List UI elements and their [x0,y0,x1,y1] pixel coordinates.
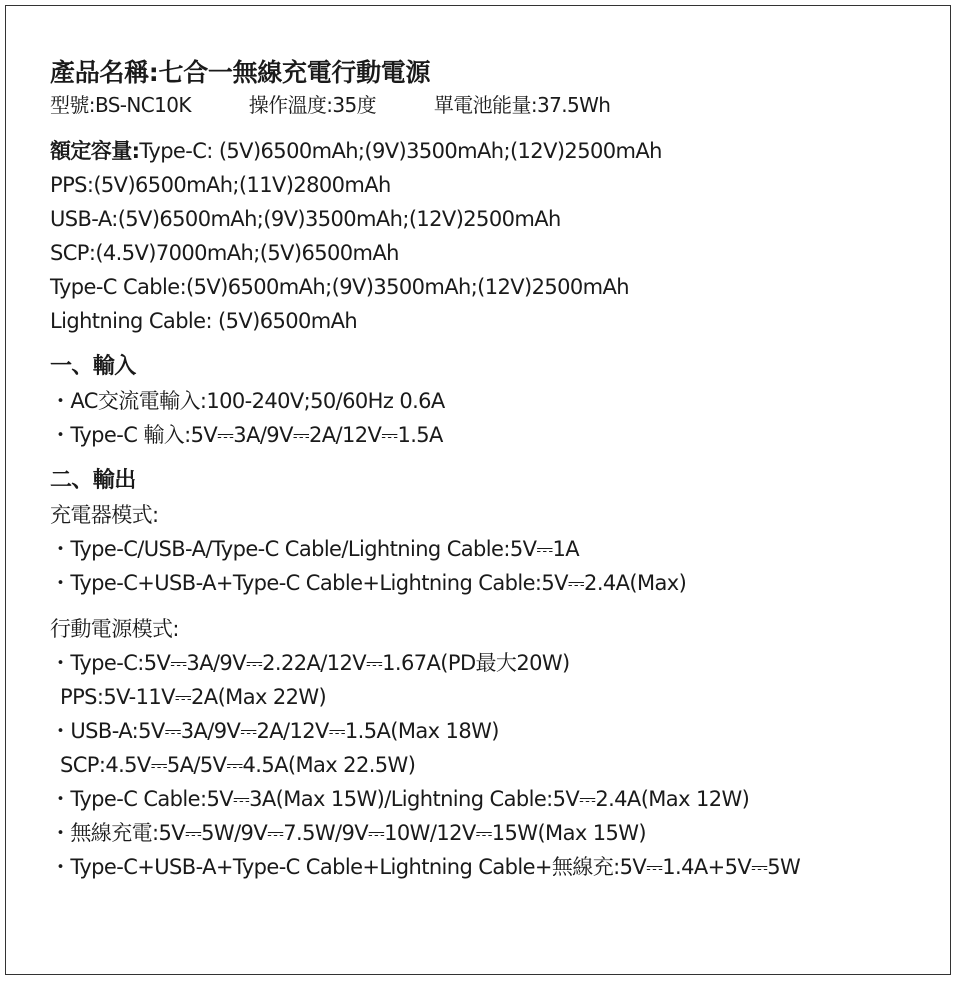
spec-sheet [50,56,937,884]
product-meta [50,90,937,120]
output-heading: 二、輸出 [50,468,136,493]
power-bank-wireless: ・無線充電:5V⎓5W/9V⎓7.5W/9V⎓10W/12V⎓15W(Max 15W) [50,821,647,845]
input-ac: ・AC交流電輸入:100-240V;50/60Hz 0.6A [50,389,445,413]
power-bank-type-c: ・Type-C:5V⎓3A/9V⎓2.22A/12V⎓1.67A(PD最大20W) [50,651,570,675]
power-bank-pps: PPS:5V-11V⎓2A(Max 22W) [60,685,327,709]
rated-capacity-type-c-value: Type-C: (5V)6500mAh;(9V)3500mAh;(12V)2500mAh [139,139,662,163]
rated-capacity-type-c [50,134,937,168]
power-bank-combined: ・Type-C+USB-A+Type-C Cable+Lightning Cable+無線充:5V⎓1.4A+5V⎓5W [50,855,801,879]
input-type-c: ・Type-C 輸入:5V⎓3A/9V⎓2A/12V⎓1.5A [50,423,443,447]
rated-capacity-pps: PPS:(5V)6500mAh;(11V)2800mAh [50,173,391,197]
charger-mode-combined: ・Type-C+USB-A+Type-C Cable+Lightning Cable:5V⎓2.4A(Max) [50,571,687,595]
power-bank-mode-label: 行動電源模式: [50,617,179,641]
rated-capacity-usb-a: USB-A:(5V)6500mAh;(9V)3500mAh;(12V)2500mAh [50,207,561,231]
power-bank-usb-a: ・USB-A:5V⎓3A/9V⎓2A/12V⎓1.5A(Max 18W) [50,719,499,743]
power-bank-scp: SCP:4.5V⎓5A/5V⎓4.5A(Max 22.5W) [60,753,416,777]
rated-capacity-label: 額定容量: [50,139,140,163]
operating-temperature: 操作溫度:35度 [248,93,377,117]
rated-capacity-scp: SCP:(4.5V)7000mAh;(5V)6500mAh [50,241,399,265]
power-bank-cables: ・Type-C Cable:5V⎓3A(Max 15W)/Lightning Cable:5V⎓2.4A(Max 12W) [50,787,750,811]
rated-capacity-type-c-cable: Type-C Cable:(5V)6500mAh;(9V)3500mAh;(12V)2500mAh [50,275,630,299]
model-number: 型號:BS-NC10K [50,93,191,117]
cell-capacity: 單電池能量:37.5Wh [433,93,611,117]
charger-mode-single: ・Type-C/USB-A/Type-C Cable/Lightning Cable:5V⎓1A [50,537,580,561]
product-title: 產品名稱:七合一無線充電行動電源 [50,58,431,87]
rated-capacity-lightning-cable: Lightning Cable: (5V)6500mAh [50,309,358,333]
input-heading: 一、輸入 [50,354,136,379]
charger-mode-label: 充電器模式: [50,503,159,527]
